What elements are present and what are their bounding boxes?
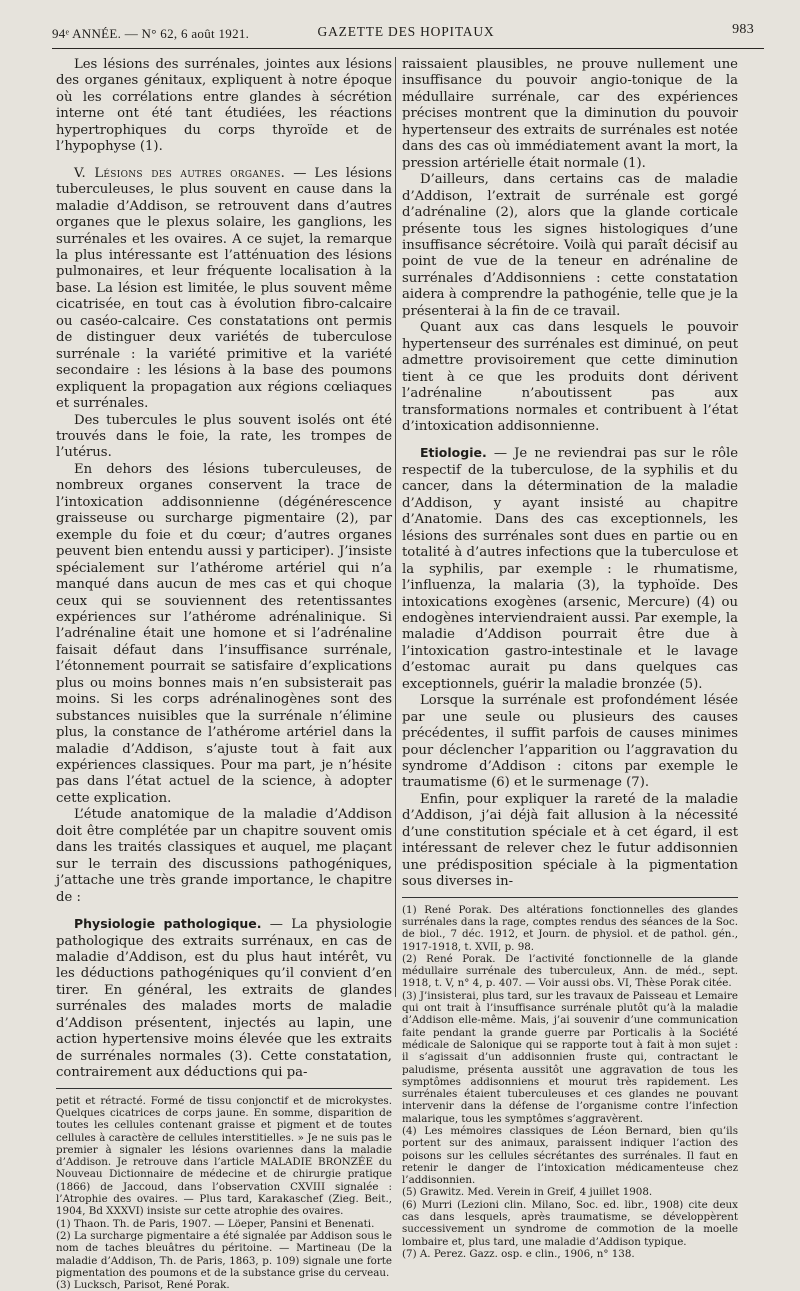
- footnote-2: (2) René Porak. De l’activité fonctionnelle de la glande médullaire surrénale des tuberculeux, Ann. de méd., sept. 1918, t. V, n° 4, p. 407. — Voir aussi obs. VI, Thèse Porak citée.: [402, 952, 738, 990]
- paragraph-quant-aux-cas: Quant aux cas dans lesquels le pouvoir hypertenseur des surrénales est diminué, on peut admettre provisoirement que cette diminution tient à ce que les produits dont dérivent l’adrénaline n’aboutissent pas aux transformations normales et contribuent à l’état d’intoxication addisonnienne.: [402, 320, 738, 434]
- footnote-3: (3) Lucksch, Parisot, René Porak.: [56, 1279, 230, 1291]
- paragraph-lesions-autres-organes: V. Lésions des autres organes. — Les lésions tuberculeuses, le plus souvent en cause dans la maladie d’Addison, se retrouvent dans d’autres organes que le plexus solaire, les ganglions, les surrénales et les ovaires. A ce sujet, la remarque la plus intéressante est l’atténuation des lésions pulmonaires, et leur fréquente localisation à la base. La lésion est limitée, le plus souvent même cicatrisée, en tout cas à évolution fibro-calcaire ou caséo-calcaire. Ces constatations ont permis de distinguer deux variétés de tuberculose surrénale : la variété primitive et la variété secondaire : les lésions à la base des poumons expliquent la propagation aux régions cœliaques et surrénales.: [56, 165, 392, 412]
- paragraph-physiologie: Physiologie pathologique. — La physiologie pathologique des extraits surrénaux, en cas de maladie d’Addison, est du plus haut intérêt, vu les déductions pathogéniques qu’il convient d’en tirer. En général, les extraits de glandes surrénales des malades morts de maladie d’Addison présentent, injectés au lapin, une action hypertensive moins élevée que les extraits de surrénales normales (3). Cette constatation, contrairement aux déductions qui pa-: [56, 916, 392, 1081]
- footnote-continuation: petit et rétracté. Formé de tissu conjonctif et de microkystes. Quelques cicatrices de corps jaune. En somme, disparition de toutes les cellules contenant graisse et pigment et de toutes cellules à caractère de cellules interstitielles. » Je ne suis pas le premier à signaler les lésions ovariennes dans la maladie d’Addison. Je retrouve dans l’article MALADIE BRONZÉE du Nouveau Dictionnaire de médecine et de chirurgie pratique (1866) de Jaccoud, dans l’observation CXVIII signalée : l’Atrophie des ovaires. — Plus tard, Karakaschef (Zieg. Beit., 1904, Bd XXXVI) insiste sur cette atrophie des ovaires.: [56, 1094, 392, 1218]
- paragraph-enfin: Enfin, pour expliquer la rareté de la maladie d’Addison, j’ai déjà fait allusion à la nécessité d’une constitution spéciale et à cet égard, il est intéressant de relever chez le futur addisonnien une prédisposition spéciale à la pigmentation sous diverses in-: [402, 791, 738, 890]
- right-column: [402, 57, 738, 1260]
- paragraph-lorsque: Lorsque la surrénale est profondément lésée par une seule ou plusieurs des causes précédentes, il suffit parfois de causes minimes pour déclencher l’apparition ou l’aggravation du syndrome d’Addison : citons par exemple le traumatisme (6) et le surmenage (7).: [402, 693, 738, 791]
- footnote-separator: [56, 1088, 392, 1089]
- page-number: 983: [732, 22, 754, 37]
- paragraph-atherome: En dehors des lésions tuberculeuses, de nombreux organes conservent la trace de l’intoxication addisonnienne (dégénérescence graisseuse ou surcharge pigmentaire (2), par exemple du foie et du cœur; d’autres organes peuvent bien entendu aussi y participer). J’insiste spécialement sur l’athérome artériel qui n’a manqué dans aucun de mes cas et qui choque ceux qui se souviennent des retentissantes expériences sur l’athérome adrénalinique. Si l’adrénaline était une homone et si l’adrénaline faisait défaut dans l’insuffisance surrénale, l’étonnement pourrait se satisfaire d’explications plus ou moins bonnes mais n’en subsisterait pas moins. Si les corps adrénalinogènes sont des substances nuisibles que la surrénale n’élimine plus, la constance de l’athérome artériel dans la maladie d’Addison, s’ajuste tout à fait aux expériences classiques. Pour ma part, je n’hésite pas dans l’état actuel de la science, à adopter cette explication.: [56, 461, 392, 806]
- footnote-5: (5) Grawitz. Med. Verein in Greif, 4 juillet 1908.: [402, 1186, 653, 1199]
- paragraph-plausibles: raissaient plausibles, ne prouve nullement une insuffisance du pouvoir angio-tonique de la médullaire surrénale, car des expériences précises montrent que la diminution du pouvoir hypertenseur des extraits de surrénales est notée dans des cas où immédiatement avant la mort, la pression artérielle était normale (1).: [402, 57, 738, 171]
- running-header: [52, 18, 760, 42]
- header-rule: [52, 48, 764, 49]
- footnote-7: (7) A. Perez. Gazz. osp. e clin., 1906, n° 138.: [402, 1247, 635, 1260]
- footnote-3: (3) J’insisterai, plus tard, sur les travaux de Paisseau et Lemaire qui ont trait à l’insuffisance surrénale plutôt qu’à la maladie d’Addison elle-même. Mais, j’ai souvenir d’une communication faite pendant la grande guerre par Porticalis à la Société médicale de Salonique qui se rapporte tout à fait à mon sujet : il s’agissait d’un addisonnien fruste qui, contractant le paludisme, présenta aussitôt une aggravation de tous les symptômes addisonniens et mourut très rapidement. Les surrénales étaient tuberculeuses et ces glandes ne pouvant intervenir dans la défense de l’organisme contre l’infection malarique, tous les symptômes s’aggravèrent.: [402, 989, 738, 1125]
- footnote-2: (2) La surcharge pigmentaire a été signalée par Addison sous le nom de taches bleuâtres du péritoine. — Martineau (De la maladie d’Addison, Th. de Paris, 1863, p. 109) signale une forte pigmentation des poumons et de la substance grise du cerveau.: [56, 1229, 392, 1279]
- footnote-1: (1) Thaon. Th. de Paris, 1907. — Löeper, Pansini et Benenati.: [56, 1217, 375, 1230]
- footnote-separator: [402, 897, 738, 898]
- section-heading-etiologie: Etiologie.: [420, 445, 487, 461]
- paragraph-surrenales-genitaux: Les lésions des surrénales, jointes aux lésions des organes génitaux, expliquent à notre époque où les corrélations entre glandes à sécrétion interne ont été tant étudiées, les réactions hypertrophiques du corps thyroïde et de l’hypophyse (1).: [56, 57, 392, 155]
- footnote-4: (4) Les mémoires classiques de Léon Bernard, bien qu’ils portent sur des animaux, paraissent indiquer l’action des poisons sur les cellules sécrétantes des surrénales. Il faut en retenir le danger de l’intoxication médicamenteuse chez l’addisonnien.: [402, 1125, 738, 1187]
- section-heading-lesions: V. Lésions des autres organes.: [74, 165, 286, 181]
- footnote-1: (1) René Porak. Des altérations fonctionnelles des glandes surrénales dans la rage, comptes rendus des séances de la Soc. de biol., 7 déc. 1912, et Journ. de physiol. et de pathol. gén., 1917-1918, t. XVII, p. 98.: [402, 903, 738, 953]
- paragraph-dailleurs: D’ailleurs, dans certains cas de maladie d’Addison, l’extrait de surrénale est gorgé d’adrénaline (2), alors que la glande corticale présente tous les signes histologiques d’une insuffisance sécrétoire. Voilà qui paraît décisif au point de vue de la teneur en adrénaline de surrénales d’Addisonniens : cette constatation aidera à comprendre la pathogénie, telle que je la présenterai à la fin de ce travail.: [402, 172, 738, 319]
- two-column-body: [52, 57, 764, 1291]
- column-divider: [395, 57, 396, 997]
- section-heading-physiologie: Physiologie pathologique.: [74, 916, 262, 932]
- paragraph-etude-anatomique: L’étude anatomique de la maladie d’Addison doit être complétée par un chapitre souvent omis dans les traités classiques et auquel, me plaçant sur le terrain des discussions pathogéniques, j’attache une très grande importance, le chapitre de :: [56, 807, 392, 905]
- issue-info: 94ᵉ ANNÉE. — N° 62, 6 août 1921.: [52, 26, 250, 41]
- footnote-6: (6) Murri (Lezioni clin. Milano, Soc. ed. libr., 1908) cite deux cas dans lesquels, après traumatisme, se développèrent successivement un syndrome de commotion de la moelle lombaire et, plus tard, une maladie d’Addison typique.: [402, 1198, 738, 1248]
- journal-title: GAZETTE DES HOPITAUX: [317, 24, 495, 39]
- paragraph-etiologie: Etiologie. — Je ne reviendrai pas sur le rôle respectif de la tuberculose, de la syphilis et du cancer, dans la détermination de la maladie d’Addison, y ayant insisté au chapitre d’Anatomie. Dans des cas exceptionnels, les lésions des surrénales sont dues en partie ou en totalité à d’autres infections que la tuberculose et la syphilis, par exemple : le rhumatisme, l’influenza, la malaria (3), la typhoïde. Des intoxications exogènes (arsenic, Mercure) (4) ou endogènes interviendraient aussi. Par exemple, la maladie d’Addison pourrait être due à l’intoxication gastro-intestinale et le lavage d’estomac aurait pu dans quelques cas exceptionnels, guérir la maladie bronzée (5).: [402, 445, 738, 692]
- paragraph-tubercules: Des tubercules le plus souvent isolés ont été trouvés dans le foie, la rate, les trompes de l’utérus.: [56, 412, 392, 461]
- left-column: [56, 57, 392, 1291]
